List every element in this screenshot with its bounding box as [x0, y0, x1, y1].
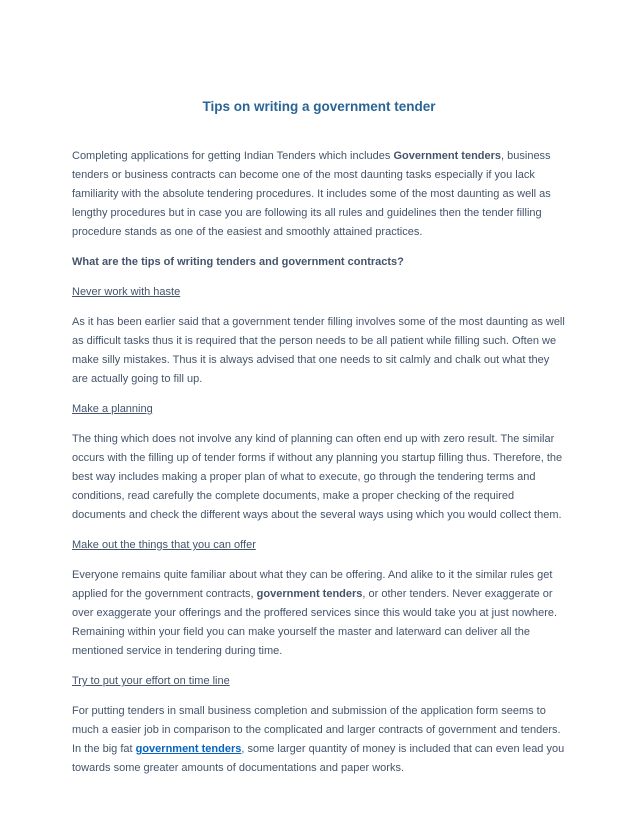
intro-text-pre: Completing applications for getting Indian Tenders which includes [72, 150, 394, 162]
timeline-text-post: , some larger quantity of money is included that can even lead you towards some greater amounts of documentations and paper works. [72, 743, 565, 774]
intro-text-post: , business tenders or business contracts can become one of the most daunting tasks especially if you lack familiarity with the absolute tendering procedures. It includes some of the most daunting as well as lengthy procedures but in case you are following its all rules and guidelines then the tender filling procedure stands as one of the easiest and smoothly attained practices. [72, 150, 551, 238]
page-title: Tips on writing a government tender [202, 99, 436, 114]
heading-never-work-with-haste: Never work with haste [72, 286, 181, 298]
government-tenders-link[interactable]: government tenders [135, 743, 242, 755]
offer-text-post: , or other tenders. Never exaggerate or over exaggerate your offerings and the proffered services since this would take you at just nowhere. Remaining within your field you can make yourself the master and laterward can deliver all the mentioned service in tendering during time. [72, 588, 558, 657]
heading-things-you-can-offer: Make out the things that you can offer [72, 539, 256, 551]
paragraph-planning: The thing which does not involve any kind of planning can often end up with zero result. The similar occurs with the filling up of tender forms if without any planning you startup filling thus. Therefore, the best way includes making a proper plan of what to execute, go through the tendering terms and conditions, read carefully the complete documents, make a proper checking of the required documents and check the different ways about the several ways using which you would collect them. [72, 433, 563, 521]
question-heading: What are the tips of writing tenders and government contracts? [72, 256, 404, 268]
paragraph-timeline [72, 702, 566, 778]
offer-bold-government-tenders: government tenders [256, 588, 363, 600]
intro-bold-government-tenders: Government tenders [393, 150, 502, 162]
intro-paragraph [72, 147, 566, 242]
heading-effort-on-time-line: Try to put your effort on time line [72, 675, 230, 687]
paragraph-haste: As it has been earlier said that a government tender filling involves some of the most daunting as well as difficult tasks thus it is required that the person needs to be all patient while filling such. Often we make silly mistakes. Thus it is always advised that one needs to sit calmly and chalk out what they are actually going to fill up. [72, 316, 565, 385]
heading-make-a-planning: Make a planning [72, 403, 153, 415]
offer-text-pre: Everyone remains quite familiar about what they can be offering. And alike to it the similar rules get applied for the government contracts, [72, 569, 553, 600]
paragraph-offer [72, 566, 566, 661]
timeline-text-pre: For putting tenders in small business completion and submission of the application form seems to much a easier job in comparison to the complicated and larger contracts of government and tenders. In the big fat [72, 705, 561, 755]
